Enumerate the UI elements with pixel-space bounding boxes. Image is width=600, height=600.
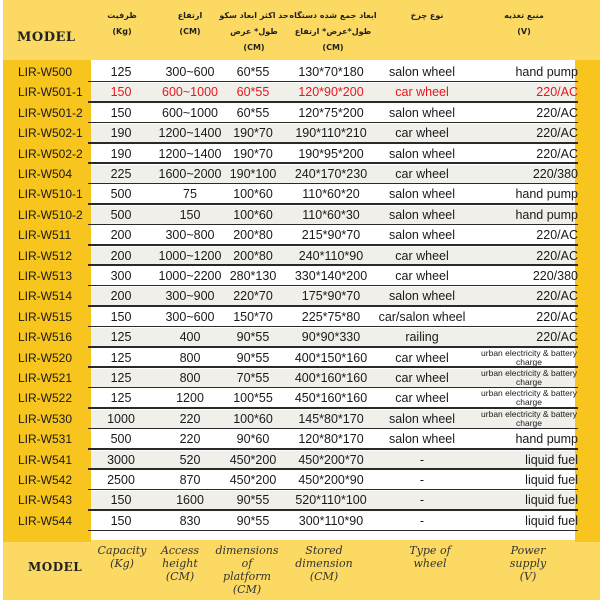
platform-cell: 200*80	[233, 228, 273, 243]
stored-cell: 450*200*90	[298, 473, 364, 487]
model-cell: LIR-W542	[18, 473, 73, 487]
capacity-cell: 190	[110, 126, 132, 141]
platform-cell: 60*55	[236, 105, 270, 120]
footer-platform	[210, 544, 284, 596]
capacity-cell: 200	[110, 289, 132, 304]
header-platform-title: حد اکثر ابعاد سکو	[219, 11, 289, 20]
height-cell: 75	[183, 187, 197, 202]
power-cell: 220/AC	[536, 289, 578, 304]
stored-cell: 400*150*160	[294, 350, 368, 365]
header-height-title: ارتفاع	[177, 11, 203, 20]
footer-access-title: Access	[160, 544, 200, 557]
platform-cell: 190*100	[229, 167, 277, 181]
footer-stored-title: Stored	[305, 544, 343, 557]
power-cell: 220/AC	[536, 85, 578, 100]
stored-cell: 450*200*70	[298, 452, 364, 467]
power-cell: urban electricity & battery charge	[481, 368, 577, 387]
model-cell: LIR-W520	[18, 350, 73, 365]
height-cell: 300~800	[165, 228, 215, 243]
footer-capacity-unit: (Kg)	[110, 557, 134, 570]
capacity-cell: 3000	[107, 452, 135, 467]
table-row	[0, 490, 600, 510]
model-cell: LIR-W544	[18, 513, 73, 528]
header-power-title: منبع تغذیه	[504, 11, 544, 20]
table-row	[0, 144, 600, 164]
wheel-cell: salon wheel	[388, 187, 455, 202]
capacity-cell: 150	[110, 513, 132, 528]
table-row	[0, 368, 600, 388]
model-cell: LIR-W513	[18, 269, 73, 283]
power-cell: urban electricity & battery charge	[481, 388, 577, 408]
table-row	[0, 184, 600, 204]
wheel-cell: -	[419, 452, 425, 467]
table-row	[0, 327, 600, 347]
wheel-cell: salon wheel	[388, 411, 455, 426]
table-row	[0, 409, 600, 429]
platform-cell: 190*70	[233, 126, 273, 141]
table-row	[0, 470, 600, 490]
wheel-cell: car wheel	[395, 350, 449, 365]
header-power	[484, 8, 564, 40]
capacity-cell: 125	[110, 350, 132, 365]
platform-cell: 450*200	[229, 473, 277, 487]
stored-cell: 110*60*20	[302, 187, 360, 202]
model-cell: LIR-W516	[18, 330, 73, 345]
model-cell: LIR-W500	[18, 65, 73, 79]
stored-cell: 400*160*160	[294, 371, 368, 385]
table-row	[0, 511, 600, 531]
header-capacity	[100, 8, 144, 40]
capacity-cell: 125	[110, 371, 132, 385]
model-cell: LIR-W530	[18, 411, 73, 426]
table-row	[0, 388, 600, 408]
wheel-cell: salon wheel	[388, 105, 455, 120]
platform-cell: 450*200	[229, 452, 277, 467]
stored-cell: 240*170*230	[294, 167, 368, 181]
footer-power-title2: supply	[509, 557, 547, 570]
capacity-cell: 150	[110, 85, 132, 100]
capacity-cell: 150	[110, 309, 132, 324]
power-cell: liquid fuel	[525, 473, 578, 487]
height-cell: 1200~1400	[158, 146, 222, 161]
wheel-cell: car wheel	[395, 248, 449, 263]
platform-cell: 70*55	[236, 371, 270, 385]
platform-cell: 90*60	[236, 432, 270, 447]
row-divider	[88, 530, 578, 532]
model-cell: LIR-W501-2	[18, 105, 83, 120]
capacity-cell: 200	[110, 228, 132, 243]
wheel-cell: salon wheel	[388, 65, 455, 79]
power-cell: 220/AC	[536, 330, 578, 345]
power-cell: hand pump	[515, 432, 578, 447]
model-cell: LIR-W521	[18, 371, 73, 385]
table-row	[0, 103, 600, 123]
table-row	[0, 62, 600, 82]
power-cell: 220/AC	[536, 228, 578, 243]
table-row	[0, 82, 600, 102]
model-cell: LIR-W543	[18, 493, 73, 508]
platform-cell: 100*60	[233, 411, 273, 426]
height-cell: 800	[179, 371, 201, 385]
height-cell: 150	[179, 207, 201, 222]
height-cell: 220	[179, 411, 201, 426]
model-cell: LIR-W522	[18, 391, 73, 406]
power-cell: liquid fuel	[525, 493, 578, 508]
footer-capacity-title: Capacity	[97, 544, 147, 557]
capacity-cell: 225	[110, 167, 132, 181]
height-cell: 520	[179, 452, 201, 467]
capacity-cell: 190	[110, 146, 132, 161]
header-platform-unit: طول* عرض	[230, 27, 278, 36]
capacity-cell: 150	[110, 105, 132, 120]
header-stored-unit2: (CM)	[322, 43, 344, 52]
stored-cell: 90*90*330	[301, 330, 361, 345]
footer-power	[496, 544, 560, 583]
header-power-unit: (V)	[517, 27, 531, 36]
height-cell: 1600~2000	[158, 167, 222, 181]
height-cell: 830	[179, 513, 201, 528]
power-cell: 220/AC	[536, 146, 578, 161]
capacity-cell: 500	[110, 187, 132, 202]
platform-cell: 100*60	[233, 187, 273, 202]
header-wheel	[392, 8, 462, 24]
platform-cell: 100*60	[233, 207, 273, 222]
power-cell: liquid fuel	[525, 452, 578, 467]
header-capacity-unit: (Kg)	[112, 27, 132, 36]
stored-cell: 175*90*70	[301, 289, 361, 304]
wheel-cell: railing	[405, 330, 439, 345]
platform-cell: 90*55	[236, 493, 270, 508]
capacity-cell: 150	[110, 493, 132, 508]
height-cell: 800	[179, 350, 201, 365]
capacity-cell: 125	[110, 391, 132, 406]
stored-cell: 520*110*100	[295, 493, 367, 508]
header-height	[162, 8, 218, 40]
height-cell: 600~1000	[162, 85, 218, 100]
height-cell: 300~600	[165, 65, 215, 79]
power-cell: hand pump	[515, 187, 578, 202]
footer-platform-title2: platform	[223, 570, 271, 583]
wheel-cell: -	[419, 493, 425, 508]
model-cell: LIR-W504	[18, 167, 73, 181]
wheel-cell: car wheel	[395, 85, 449, 100]
capacity-cell: 200	[110, 248, 132, 263]
stored-cell: 300*110*90	[298, 513, 364, 528]
power-cell: hand pump	[515, 207, 578, 222]
stored-cell: 110*60*30	[302, 207, 360, 222]
wheel-cell: car wheel	[395, 371, 449, 385]
table-row	[0, 286, 600, 306]
wheel-cell: salon wheel	[388, 207, 455, 222]
stored-cell: 190*95*200	[298, 146, 364, 161]
height-cell: 1000~1200	[158, 248, 222, 263]
footer-power-title: Power	[510, 544, 546, 557]
power-cell: 220/AC	[536, 248, 578, 263]
stored-cell: 120*80*170	[298, 432, 364, 447]
platform-cell: 90*55	[236, 350, 270, 365]
capacity-cell: 125	[110, 65, 132, 79]
header-capacity-title: ظرفیت	[107, 11, 137, 20]
model-cell: LIR-W531	[18, 432, 73, 447]
table-row	[0, 266, 600, 286]
stored-cell: 215*90*70	[301, 228, 361, 243]
wheel-cell: car wheel	[395, 126, 449, 141]
model-cell: LIR-W510-1	[18, 187, 83, 202]
height-cell: 300~900	[165, 289, 215, 304]
power-cell: hand pump	[515, 65, 578, 79]
platform-cell: 280*130	[229, 269, 277, 283]
model-cell: LIR-W501-1	[18, 85, 83, 100]
model-cell: LIR-W510-2	[18, 207, 83, 222]
wheel-cell: salon wheel	[388, 228, 455, 243]
footer-platform-title: dimensions of	[215, 544, 279, 570]
table-row	[0, 164, 600, 184]
wheel-cell: -	[419, 513, 425, 528]
wheel-cell: -	[419, 473, 425, 487]
header-height-unit: (CM)	[179, 27, 201, 36]
header-model-label: MODEL	[17, 30, 76, 45]
capacity-cell: 500	[110, 207, 132, 222]
footer-stored	[290, 544, 358, 583]
footer-wheel	[400, 544, 460, 570]
footer-stored-title2: dimension	[295, 557, 353, 570]
power-cell: 220/380	[532, 167, 578, 181]
footer-wheel-title: Type of	[409, 544, 451, 557]
height-cell: 400	[179, 330, 201, 345]
footer-access-unit: (CM)	[165, 570, 195, 583]
stored-cell: 190*110*210	[295, 126, 367, 141]
wheel-cell: car wheel	[395, 167, 449, 181]
wheel-cell: salon wheel	[388, 146, 455, 161]
footer-power-unit: (V)	[519, 570, 537, 583]
footer-wheel-title2: wheel	[413, 557, 447, 570]
height-cell: 1200	[176, 391, 204, 406]
platform-cell: 60*55	[236, 85, 270, 100]
model-cell: LIR-W514	[18, 289, 73, 304]
wheel-cell: car wheel	[395, 391, 449, 406]
power-cell: 220/AC	[536, 126, 578, 141]
capacity-cell: 125	[110, 330, 132, 345]
header-platform-unit2: (CM)	[243, 43, 265, 52]
stored-cell: 330*140*200	[294, 269, 368, 283]
wheel-cell: salon wheel	[388, 432, 455, 447]
model-cell: LIR-W541	[18, 452, 73, 467]
footer-platform-unit: (CM)	[232, 583, 262, 596]
height-cell: 220	[179, 432, 201, 447]
height-cell: 1600	[176, 493, 204, 508]
stored-cell: 240*110*90	[298, 248, 364, 263]
platform-cell: 100*55	[233, 391, 273, 406]
model-cell: LIR-W511	[18, 228, 72, 243]
stored-cell: 225*75*80	[301, 309, 361, 324]
stored-cell: 120*90*200	[298, 85, 364, 100]
footer-capacity	[96, 544, 148, 570]
header-stored-unit: طول*عرض* ارتفاع	[294, 27, 372, 36]
table-row	[0, 429, 600, 449]
model-cell: LIR-W512	[18, 248, 73, 263]
platform-cell: 60*55	[236, 65, 270, 79]
power-cell: 220/380	[532, 269, 578, 283]
header-wheel-title: نوع چرخ	[410, 11, 444, 20]
footer-access-title2: height	[162, 557, 198, 570]
height-cell: 870	[179, 473, 201, 487]
model-cell: LIR-W502-1	[18, 126, 83, 141]
platform-cell: 220*70	[233, 289, 273, 304]
platform-cell: 90*55	[236, 330, 270, 345]
capacity-cell: 1000	[107, 411, 135, 426]
power-cell: 220/AC	[536, 309, 578, 324]
platform-cell: 90*55	[236, 513, 270, 528]
wheel-cell: car wheel	[395, 269, 449, 283]
model-cell: LIR-W502-2	[18, 146, 83, 161]
height-cell: 600~1000	[162, 105, 218, 120]
power-cell: 220/AC	[536, 105, 578, 120]
table-row	[0, 450, 600, 470]
capacity-cell: 2500	[107, 473, 135, 487]
power-cell: urban electricity & battery charge	[481, 347, 577, 367]
height-cell: 1000~2200	[158, 269, 222, 283]
stored-cell: 120*75*200	[298, 105, 364, 120]
capacity-cell: 500	[110, 432, 132, 447]
footer-stored-unit: (CM)	[309, 570, 339, 583]
height-cell: 1200~1400	[158, 126, 222, 141]
table-row	[0, 225, 600, 245]
header-stored	[284, 8, 382, 56]
capacity-cell: 300	[110, 269, 132, 283]
wheel-cell: car/salon wheel	[378, 309, 466, 324]
model-cell: LIR-W515	[18, 309, 73, 324]
table-row	[0, 348, 600, 368]
power-cell: liquid fuel	[525, 513, 578, 528]
table-row	[0, 123, 600, 143]
height-cell: 300~600	[165, 309, 215, 324]
table-row	[0, 307, 600, 327]
platform-cell: 200*80	[233, 248, 273, 263]
power-cell: urban electricity & battery charge	[481, 408, 577, 428]
platform-cell: 150*70	[233, 309, 273, 324]
wheel-cell: salon wheel	[388, 289, 455, 304]
table-row	[0, 246, 600, 266]
platform-cell: 190*70	[233, 146, 273, 161]
footer-access	[152, 544, 208, 583]
stored-cell: 130*70*180	[298, 65, 364, 79]
footer-model-label: MODEL	[28, 560, 83, 574]
stored-cell: 145*80*170	[298, 411, 364, 426]
header-stored-title: ابعاد جمع شده دستگاه	[289, 11, 377, 20]
stored-cell: 450*160*160	[294, 391, 368, 406]
table-row	[0, 205, 600, 225]
